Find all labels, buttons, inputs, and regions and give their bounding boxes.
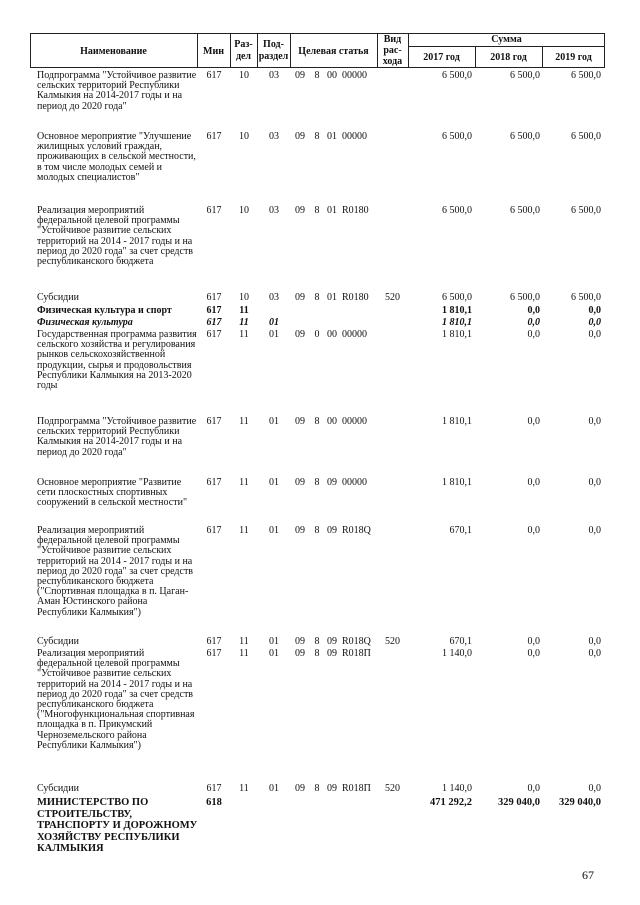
row-sum-2019: 0,0 <box>588 648 601 659</box>
target-part: 00000 <box>342 70 367 81</box>
row-name: Реализация мероприятий федеральной целевой программы "Устойчивое развитие сельских территорий на 2014 - 2017 годы и на период до 2020 года" за счет средств республиканского бюджета <box>37 205 194 268</box>
target-part: R018П <box>342 648 371 659</box>
target-part: 09 <box>295 131 305 142</box>
row-podrazdel: 01 <box>269 329 279 340</box>
row-razdel: 10 <box>239 292 249 303</box>
row-sum-2018: 0,0 <box>527 305 540 316</box>
target-part: 0 <box>314 329 320 340</box>
row-sum-2017: 1 810,1 <box>442 329 472 340</box>
row-sum-2018: 0,0 <box>527 317 540 328</box>
row-sum-2017: 1 810,1 <box>442 477 472 488</box>
row-min: 617 <box>206 292 222 303</box>
row-podrazdel: 01 <box>269 648 279 659</box>
row-sum-2017: 1 810,1 <box>442 416 472 427</box>
row-podrazdel: 01 <box>269 317 279 328</box>
target-part: 8 <box>314 783 320 794</box>
row-sum-2017: 6 500,0 <box>442 131 472 142</box>
row-sum-2019: 329 040,0 <box>559 797 601 808</box>
target-part: 8 <box>314 131 320 142</box>
row-razdel: 11 <box>239 783 249 794</box>
row-sum-2019: 0,0 <box>588 329 601 340</box>
header-min: Мин <box>203 46 224 57</box>
target-part: 00 <box>327 70 337 81</box>
row-min: 618 <box>206 797 222 808</box>
row-name: Субсидии <box>37 636 79 647</box>
row-sum-2019: 0,0 <box>588 636 601 647</box>
row-podrazdel: 03 <box>269 70 279 81</box>
row-sum-2017: 6 500,0 <box>442 292 472 303</box>
row-podrazdel: 01 <box>269 477 279 488</box>
row-podrazdel: 01 <box>269 783 279 794</box>
target-part: 09 <box>327 783 337 794</box>
header-razdel-1: Раз- <box>234 39 253 50</box>
header-razdel-2: дел <box>235 51 252 62</box>
header-2019: 2019 год <box>555 52 592 63</box>
row-sum-2018: 6 500,0 <box>510 205 540 216</box>
row-razdel: 11 <box>239 648 249 659</box>
row-name: Физическая культура <box>37 317 133 328</box>
target-part: 09 <box>295 783 305 794</box>
row-podrazdel: 03 <box>269 205 279 216</box>
row-sum-2018: 0,0 <box>527 329 540 340</box>
row-min: 617 <box>206 648 222 659</box>
row-min: 617 <box>206 317 222 328</box>
row-min: 617 <box>206 329 222 340</box>
header-name: Наименование <box>80 46 147 57</box>
target-part: 8 <box>314 416 320 427</box>
target-part: 09 <box>295 525 305 536</box>
target-part: 09 <box>327 636 337 647</box>
target-part: 8 <box>314 525 320 536</box>
target-part: R018П <box>342 783 371 794</box>
header-vid-3: хода <box>382 56 403 67</box>
target-part: 09 <box>295 636 305 647</box>
row-name: Субсидии <box>37 783 79 794</box>
target-part: 09 <box>295 416 305 427</box>
row-sum-2018: 6 500,0 <box>510 70 540 81</box>
row-sum-2019: 6 500,0 <box>571 131 601 142</box>
row-sum-2017: 1 140,0 <box>442 783 472 794</box>
row-sum-2018: 0,0 <box>527 525 540 536</box>
row-razdel: 11 <box>239 317 249 328</box>
target-part: 8 <box>314 477 320 488</box>
header-vid-1: Вид <box>383 34 402 45</box>
target-part: 09 <box>295 477 305 488</box>
row-min: 617 <box>206 131 222 142</box>
target-part: 8 <box>314 636 320 647</box>
row-podrazdel: 03 <box>269 131 279 142</box>
header-target: Целевая статья <box>298 46 369 57</box>
row-name: Физическая культура и спорт <box>37 305 172 316</box>
row-sum-2018: 0,0 <box>527 783 540 794</box>
row-sum-2018: 329 040,0 <box>498 797 540 808</box>
row-razdel: 11 <box>239 329 249 340</box>
header-2018: 2018 год <box>490 52 527 63</box>
row-min: 617 <box>206 636 222 647</box>
row-razdel: 11 <box>239 636 249 647</box>
target-part: 09 <box>295 292 305 303</box>
row-sum-2017: 670,1 <box>449 636 472 647</box>
row-sum-2017: 6 500,0 <box>442 205 472 216</box>
target-part: R018Q <box>342 525 371 536</box>
target-part: R018Q <box>342 636 371 647</box>
row-sum-2019: 0,0 <box>588 477 601 488</box>
row-sum-2018: 0,0 <box>527 648 540 659</box>
row-name: Подпрограмма "Устойчивое развитие сельских территорий Республики Калмыкия на 2014-2017 годы и на период до 2020 года" <box>37 416 197 458</box>
row-name: МИНИСТЕРСТВО ПО СТРОИТЕЛЬСТВУ, ТРАНСПОРТУ И ДОРОЖНОМУ ХОЗЯЙСТВУ РЕСПУБЛИКИ КАЛМЫКИЯ <box>37 797 198 854</box>
row-name: Подпрограмма "Устойчивое развитие сельских территорий Республики Калмыкия на 2014-2017 годы и на период до 2020 года" <box>37 70 197 112</box>
row-podrazdel: 01 <box>269 525 279 536</box>
row-sum-2017: 471 292,2 <box>430 797 472 808</box>
target-part: 00000 <box>342 477 367 488</box>
row-sum-2019: 0,0 <box>588 305 601 316</box>
row-sum-2017: 670,1 <box>449 525 472 536</box>
row-sum-2017: 1 810,1 <box>442 305 472 316</box>
row-name: Государственная программа развития сельского хозяйства и регулирования рынков сельскохозяйственной продукции, сырья и продовольствия Республики Калмыкия на 2013-2020 годы <box>37 329 197 392</box>
row-min: 617 <box>206 70 222 81</box>
target-part: 00000 <box>342 329 367 340</box>
row-sum-2018: 0,0 <box>527 416 540 427</box>
target-part: 00000 <box>342 131 367 142</box>
row-name: Субсидии <box>37 292 79 303</box>
row-sum-2017: 1 140,0 <box>442 648 472 659</box>
target-part: 00000 <box>342 416 367 427</box>
row-razdel: 10 <box>239 70 249 81</box>
row-sum-2019: 0,0 <box>588 416 601 427</box>
target-part: R0180 <box>342 205 369 216</box>
row-podrazdel: 01 <box>269 636 279 647</box>
target-part: R0180 <box>342 292 369 303</box>
target-part: 8 <box>314 70 320 81</box>
row-vid: 520 <box>385 636 400 647</box>
row-razdel: 11 <box>239 416 249 427</box>
target-part: 09 <box>295 329 305 340</box>
page-number: 67 <box>582 868 594 882</box>
target-part: 00 <box>327 416 337 427</box>
header-podrazdel-1: Под- <box>263 39 284 50</box>
row-sum-2018: 0,0 <box>527 636 540 647</box>
target-part: 8 <box>314 205 320 216</box>
row-min: 617 <box>206 525 222 536</box>
row-sum-2017: 6 500,0 <box>442 70 472 81</box>
row-sum-2017: 1 810,1 <box>442 317 472 328</box>
row-min: 617 <box>206 305 222 316</box>
row-razdel: 11 <box>239 525 249 536</box>
row-razdel: 11 <box>239 477 249 488</box>
row-podrazdel: 03 <box>269 292 279 303</box>
row-sum-2019: 6 500,0 <box>571 292 601 303</box>
row-sum-2019: 0,0 <box>588 783 601 794</box>
target-part: 09 <box>327 648 337 659</box>
header-vid-2: рас- <box>383 45 402 56</box>
header-2017: 2017 год <box>423 52 460 63</box>
header-podrazdel-2: раздел <box>258 51 289 62</box>
target-part: 09 <box>295 205 305 216</box>
target-part: 01 <box>327 205 337 216</box>
row-sum-2018: 6 500,0 <box>510 292 540 303</box>
row-sum-2019: 0,0 <box>588 525 601 536</box>
header-sum: Сумма <box>491 34 522 45</box>
table-header <box>30 33 605 68</box>
target-part: 8 <box>314 292 320 303</box>
target-part: 01 <box>327 292 337 303</box>
row-min: 617 <box>206 205 222 216</box>
target-part: 09 <box>327 525 337 536</box>
row-name: Реализация мероприятий федеральной целевой программы "Устойчивое развитие сельских территорий на 2014 - 2017 годы и на период до 2020 года" за счет средств республиканского бюджета ("Спортивная площадка в п. Цаган-Аман Юстинского района Республики Калмыкия") <box>37 525 194 618</box>
row-podrazdel: 01 <box>269 416 279 427</box>
target-part: 09 <box>295 70 305 81</box>
row-name: Реализация мероприятий федеральной целевой программы "Устойчивое развитие сельских территорий на 2014 - 2017 годы и на период до 2020 года" за счет средств республиканского бюджета ("Многофункциональная спортивная площадка в п. Прикумский Черноземельского района Республики Калмыкия") <box>37 648 195 751</box>
target-part: 01 <box>327 131 337 142</box>
row-vid: 520 <box>385 292 400 303</box>
row-sum-2019: 6 500,0 <box>571 70 601 81</box>
row-name: Основное мероприятие "Улучшение жилищных условий граждан, проживающих в сельской местности, в том числе молодых семей и молодых специалистов" <box>37 131 196 183</box>
row-sum-2018: 0,0 <box>527 477 540 488</box>
row-razdel: 10 <box>239 205 249 216</box>
row-sum-2019: 6 500,0 <box>571 205 601 216</box>
target-part: 09 <box>327 477 337 488</box>
target-part: 00 <box>327 329 337 340</box>
row-min: 617 <box>206 477 222 488</box>
row-vid: 520 <box>385 783 400 794</box>
row-sum-2019: 0,0 <box>588 317 601 328</box>
row-min: 617 <box>206 416 222 427</box>
row-min: 617 <box>206 783 222 794</box>
row-sum-2018: 6 500,0 <box>510 131 540 142</box>
row-name: Основное мероприятие "Развитие сети плоскостных спортивных сооружений в сельской местности" <box>37 477 188 509</box>
row-razdel: 10 <box>239 131 249 142</box>
row-razdel: 11 <box>239 305 249 316</box>
target-part: 8 <box>314 648 320 659</box>
target-part: 09 <box>295 648 305 659</box>
